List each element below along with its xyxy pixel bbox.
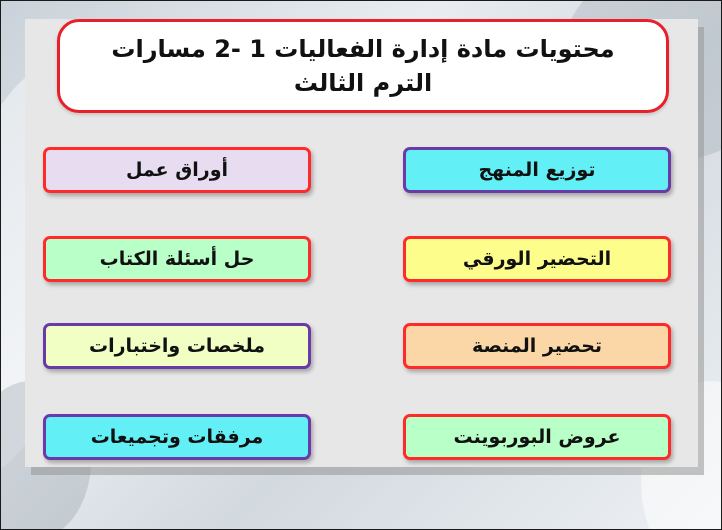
page-subtitle: الترم الثالث	[293, 69, 433, 97]
book-answers-button[interactable]: حل أسئلة الكتاب	[43, 236, 311, 282]
worksheets-button[interactable]: أوراق عمل	[43, 147, 311, 193]
platform-prep-button[interactable]: تحضير المنصة	[403, 323, 671, 369]
paper-prep-button[interactable]: التحضير الورقي	[403, 236, 671, 282]
syllabus-button[interactable]: توزيع المنهج	[403, 147, 671, 193]
attachments-button[interactable]: مرفقات وتجميعات	[43, 414, 311, 460]
summaries-tests-button[interactable]: ملخصات واختبارات	[43, 323, 311, 369]
powerpoint-button[interactable]: عروض البوربوينت	[403, 414, 671, 460]
title-box	[57, 19, 669, 113]
page-title: محتويات مادة إدارة الفعاليات 1 -2 مسارات	[111, 35, 615, 63]
